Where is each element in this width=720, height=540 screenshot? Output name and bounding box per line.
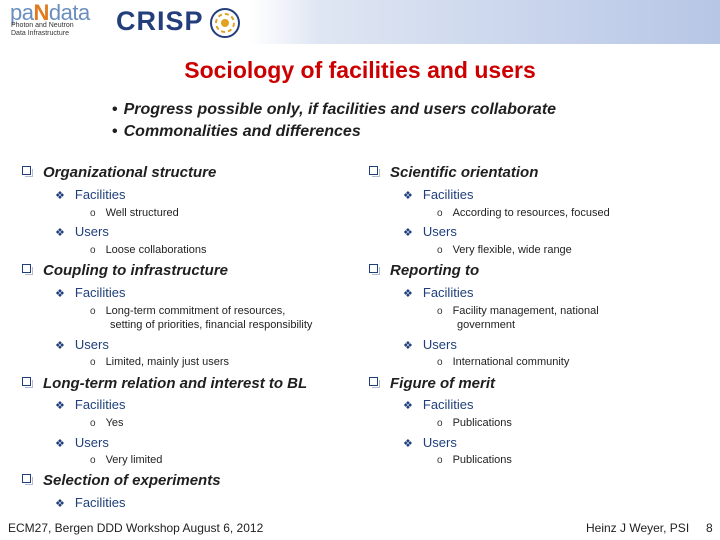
circle-bullet-icon: o [437, 208, 443, 219]
subitem-facilities [55, 397, 125, 412]
detail-text: Loose collaborations [105, 244, 207, 256]
checkbox-bullet-icon [22, 377, 31, 386]
checkbox-bullet-icon [369, 166, 378, 175]
diamond-bullet-icon: ❖ [55, 438, 65, 450]
detail-text: International community [452, 356, 570, 368]
section-heading: Scientific orientation [390, 164, 539, 181]
subitem-facilities [403, 397, 473, 412]
checkbox-bullet-icon [22, 166, 31, 175]
diamond-bullet-icon: ❖ [55, 400, 65, 412]
detail-item [437, 206, 610, 221]
detail-item [90, 355, 229, 370]
detail-item [90, 206, 179, 221]
diamond-bullet-icon: ❖ [403, 438, 413, 450]
subitem-label: Users [74, 337, 109, 352]
circle-bullet-icon: o [437, 455, 443, 466]
diamond-bullet-icon: ❖ [55, 498, 65, 510]
pandata-word-suffix: data [48, 0, 90, 25]
circle-bullet-icon: o [437, 357, 443, 368]
section-coupling [22, 262, 228, 279]
diamond-bullet-icon: ❖ [403, 400, 413, 412]
diamond-bullet-icon: ❖ [55, 190, 65, 202]
intro-bullet: • Commonalities and differences [112, 123, 361, 140]
pandata-word-prefix: pa [10, 0, 34, 25]
subitem-label: Facilities [74, 285, 126, 300]
detail-text: Publications [452, 454, 512, 466]
subitem-label: Users [74, 435, 109, 450]
diamond-bullet-icon: ❖ [55, 340, 65, 352]
crisp-sun-icon [208, 6, 242, 40]
section-selection [22, 472, 221, 489]
detail-item [437, 304, 599, 319]
footer-author: Heinz J Weyer, PSI [586, 521, 690, 535]
crisp-word: CRISP [116, 6, 204, 36]
slide-title: Sociology of facilities and users [184, 57, 536, 83]
detail-item [90, 243, 206, 258]
section-organizational [22, 164, 216, 181]
detail-text: Yes [105, 417, 124, 429]
circle-bullet-icon: o [90, 245, 96, 256]
circle-bullet-icon: o [437, 306, 443, 317]
subitem-label: Facilities [422, 187, 474, 202]
intro-text: Commonalities and differences [123, 123, 361, 140]
diamond-bullet-icon: ❖ [403, 288, 413, 300]
footer-event: ECM27, Bergen DDD Workshop August 6, 2012 [8, 521, 264, 535]
subitem-label: Users [422, 337, 457, 352]
checkbox-bullet-icon [22, 474, 31, 483]
subitem-label: Users [422, 224, 457, 239]
subitem-facilities [55, 285, 125, 300]
subitem-facilities [55, 187, 125, 202]
circle-bullet-icon: o [437, 418, 443, 429]
subitem-users [55, 435, 109, 450]
header-band [0, 0, 720, 44]
detail-continuation: setting of priorities, financial responsibility [110, 319, 313, 331]
circle-bullet-icon: o [90, 418, 96, 429]
detail-item [437, 355, 569, 370]
section-heading: Organizational structure [43, 164, 217, 181]
section-heading: Coupling to infrastructure [43, 262, 228, 279]
checkbox-bullet-icon [369, 264, 378, 273]
diamond-bullet-icon: ❖ [403, 340, 413, 352]
subitem-users [55, 337, 109, 352]
section-heading: Selection of experiments [43, 472, 221, 489]
section-reporting [369, 262, 479, 279]
subitem-facilities [403, 285, 473, 300]
circle-bullet-icon: o [90, 306, 96, 317]
detail-text: Well structured [105, 207, 179, 219]
circle-bullet-icon: o [90, 208, 96, 219]
detail-continuation: government [457, 319, 516, 331]
detail-item [437, 453, 512, 468]
section-heading: Long-term relation and interest to BL [43, 375, 308, 392]
detail-text: Very limited [105, 454, 163, 466]
section-heading: Figure of merit [390, 375, 496, 392]
page-number: 8 [706, 521, 713, 535]
subitem-label: Facilities [74, 187, 126, 202]
pandata-logo [4, 2, 104, 42]
diamond-bullet-icon: ❖ [403, 190, 413, 202]
crisp-logo [114, 4, 254, 42]
detail-text: Publications [452, 417, 512, 429]
subitem-label: Facilities [422, 285, 474, 300]
subitem-label: Facilities [422, 397, 474, 412]
detail-item [90, 453, 162, 468]
detail-item [90, 304, 285, 319]
detail-item [437, 243, 572, 258]
subitem-label: Users [422, 435, 457, 450]
section-merit [369, 375, 495, 392]
subitem-users [403, 224, 457, 239]
diamond-bullet-icon: ❖ [403, 227, 413, 239]
section-relation [22, 375, 307, 392]
subitem-users [403, 337, 457, 352]
intro-bullet: • Progress possible only, if facilities and users collaborate [112, 101, 557, 118]
circle-bullet-icon: o [90, 455, 96, 466]
subitem-facilities [403, 187, 473, 202]
subitem-users [403, 435, 457, 450]
section-scientific [369, 164, 538, 181]
detail-text: Very flexible, wide range [452, 244, 572, 256]
subitem-label: Facilities [74, 397, 126, 412]
diamond-bullet-icon: ❖ [55, 288, 65, 300]
checkbox-bullet-icon [22, 264, 31, 273]
subitem-facilities [55, 495, 125, 510]
pandata-sub-line-2: Data Infrastructure [11, 30, 69, 37]
detail-item [90, 416, 124, 431]
pandata-sub-line-1: Photon and Neutron [11, 22, 74, 29]
circle-bullet-icon: o [437, 245, 443, 256]
detail-text: Long-term commitment of resources, [105, 305, 286, 317]
intro-text: Progress possible only, if facilities and users collaborate [123, 101, 557, 118]
checkbox-bullet-icon [369, 377, 378, 386]
subitem-label: Facilities [74, 495, 126, 510]
detail-text: Limited, mainly just users [105, 356, 230, 368]
detail-text: According to resources, focused [452, 207, 610, 219]
subitem-users [55, 224, 109, 239]
subitem-label: Users [74, 224, 109, 239]
detail-text: Facility management, national [452, 305, 599, 317]
circle-bullet-icon: o [90, 357, 96, 368]
diamond-bullet-icon: ❖ [55, 227, 65, 239]
pandata-word-n: N [33, 0, 49, 25]
detail-item [437, 416, 512, 431]
section-heading: Reporting to [390, 262, 480, 279]
